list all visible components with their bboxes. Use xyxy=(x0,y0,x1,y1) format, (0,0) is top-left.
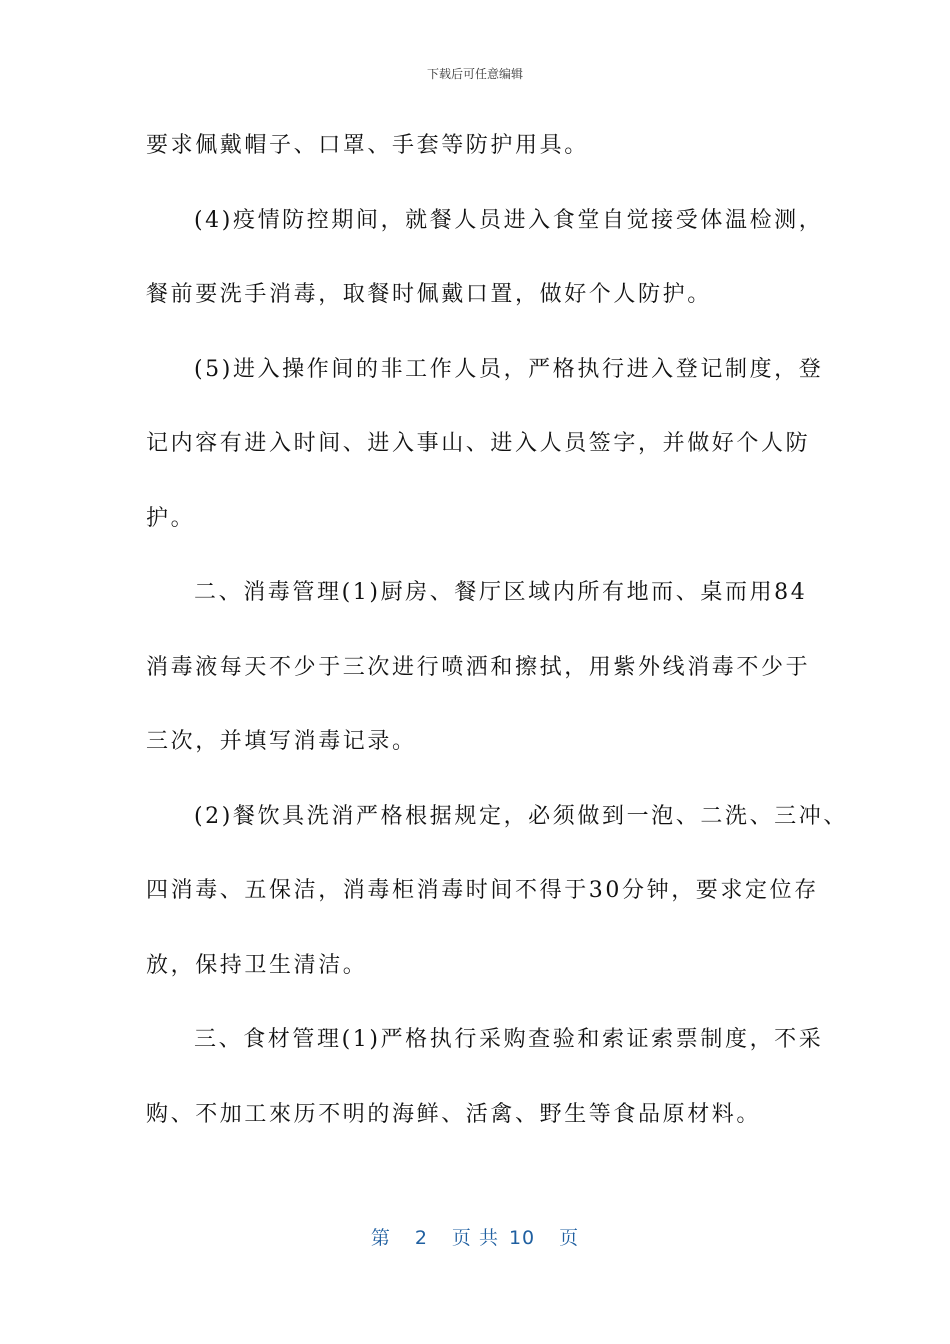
text-line: 记内容有进入时间、进入事山、进入人员签字，并做好个人防 xyxy=(146,431,811,456)
page-label-suffix: 页 xyxy=(559,1227,580,1249)
text-line: 二、消毒管理(1)厨房、餐厅区域内所有地而、桌而用84 xyxy=(194,580,808,605)
document-body xyxy=(146,122,848,1165)
text-line: 消毒液每天不少于三次进行喷洒和擦拭，用紫外线消毒不少于 xyxy=(146,654,811,680)
text-line: 三、食材管理(1)严格执行采购查验和索证索票制度，不采 xyxy=(194,1027,824,1052)
text-line: 购、不加工來历不明的海鲜、活禽、野生等食品原材料。 xyxy=(146,1101,762,1127)
page-footer xyxy=(0,1224,950,1252)
text-line: 餐前要洗手消毒，取餐时佩戴口置，做好个人防护。 xyxy=(146,282,712,307)
page-label-middle: 页 共 xyxy=(451,1227,499,1249)
page-number-current: 2 xyxy=(414,1227,428,1249)
text-line: (2)餐饮具洗消严格根据规定，必须做到一泡、二洗、三冲、 xyxy=(194,803,848,829)
text-line: (5)进入操作间的非工作人员，严格执行进入登记制度，登 xyxy=(194,356,824,382)
page-number-total: 10 xyxy=(508,1227,536,1249)
text-line: 护。 xyxy=(146,505,196,531)
text-line: 要求佩戴帽子、口罩、手套等防护用具。 xyxy=(146,133,589,158)
page-label-prefix: 第 xyxy=(370,1227,391,1249)
page-header-note: 下载后可任意编辑 xyxy=(426,67,523,81)
text-line: 四消毒、五保洁，消毒柜消毒时间不得于30分钟，要求定位存 xyxy=(146,878,819,903)
text-line: 放，保持卫生清洁。 xyxy=(146,952,368,978)
text-line: (4)疫情防控期间，就餐人员进入食堂自觉接受体温检测， xyxy=(194,207,824,233)
text-line: 三次，并填写消毒记录。 xyxy=(146,729,417,754)
